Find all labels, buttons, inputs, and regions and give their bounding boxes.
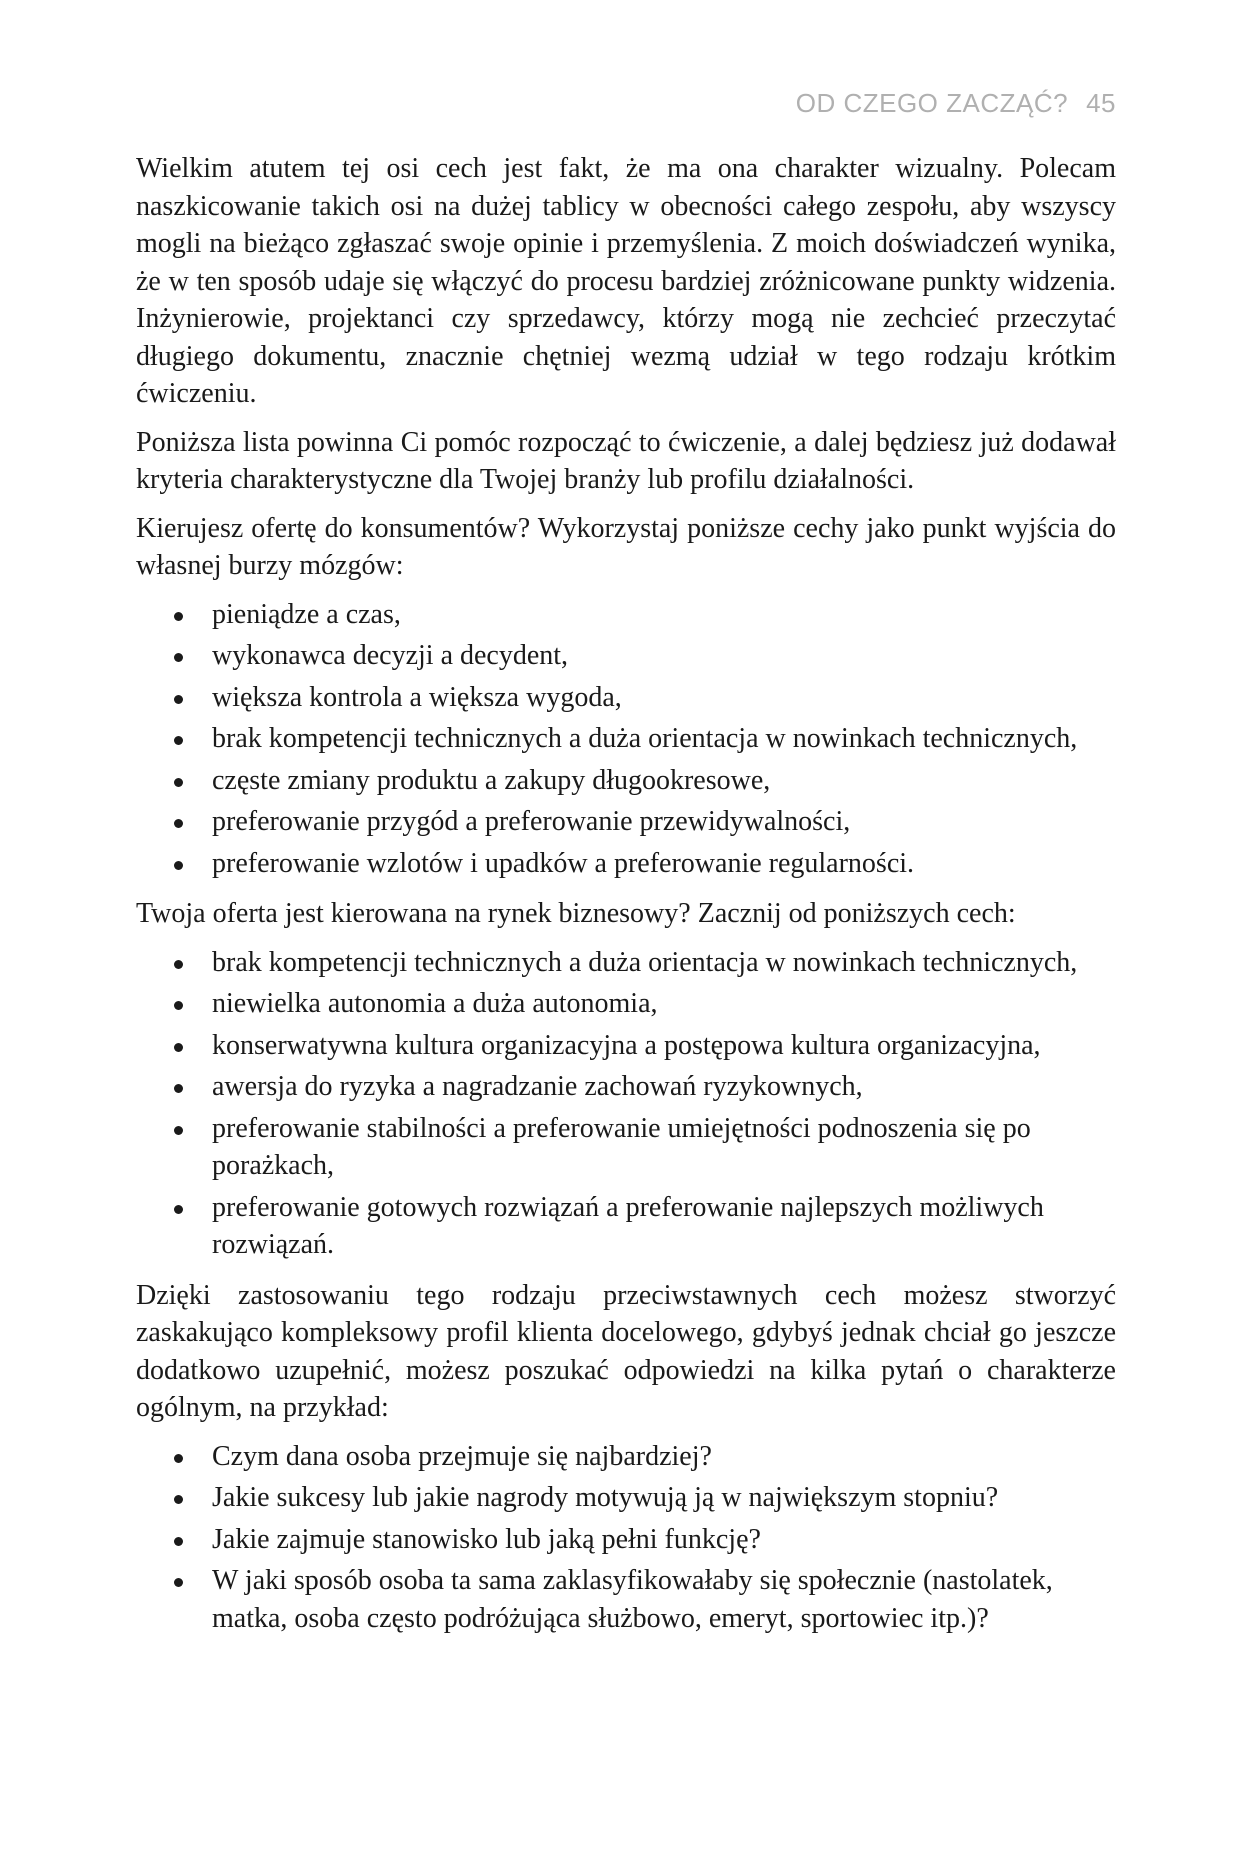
list-item: wykonawca decyzji a decydent, [136,637,1116,675]
questions-list [136,1438,1116,1638]
paragraph-consumers: Kierujesz ofertę do konsumentów? Wykorzystaj poniższe cechy jako punkt wyjścia do własnej burzy mózgów: [136,512,1116,581]
list-item: pieniądze a czas, [136,596,1116,634]
list-item: preferowanie gotowych rozwiązań a preferowanie najlepszych możliwych rozwiązań. [136,1189,1116,1264]
list-item: preferowanie wzlotów i upadków a preferowanie regularności. [136,845,1116,883]
list-item: brak kompetencji technicznych a duża orientacja w nowinkach technicznych, [136,720,1116,758]
running-title: OD CZEGO ZACZĄĆ? [795,88,1069,118]
paragraph-general-questions: Dzięki zastosowaniu tego rodzaju przeciwstawnych cech możesz stworzyć zaskakująco kompleksowy profil klienta docelowego, gdybyś jednak chciał go jeszcze dodatkowo uzupełnić, możesz poszukać odpowiedzi na kilka pytań o charakterze ogólnym, na przykład: [136,1279,1116,1423]
list-item: Jakie sukcesy lub jakie nagrody motywują ją w największym stopniu? [136,1479,1116,1517]
list-item: niewielka autonomia a duża autonomia, [136,985,1116,1023]
list-item: W jaki sposób osoba ta sama zaklasyfikowałaby się społecznie (nastolatek, matka, osoba często podróżująca służbowo, emeryt, sportowiec itp.)? [136,1562,1116,1637]
list-item: awersja do ryzyka a nagradzanie zachowań ryzykownych, [136,1068,1116,1106]
page-body [136,150,1116,1650]
list-item: konserwatywna kultura organizacyjna a postępowa kultura organizacyjna, [136,1027,1116,1065]
paragraph-business: Twoja oferta jest kierowana na rynek biznesowy? Zacznij od poniższych cech: [136,898,1016,929]
paragraph-visual-axis: Wielkim atutem tej osi cech jest fakt, że ma ona charakter wizualny. Polecam naszkicowanie takich osi na dużej tablicy w obecności całego zespołu, aby wszyscy mogli na bieżąco zgłaszać swoje opinie i przemyślenia. Z moich doświadczeń wynika, że w ten sposób udaje się włączyć do procesu bardziej zróżnicowane punkty widzenia. Inżynierowie, projektanci czy sprzedawcy, którzy mogą nie zechcieć przeczytać długiego dokumentu, znacznie chętniej wezmą udział w tego rodzaju krótkim ćwiczeniu. [136,153,1116,409]
running-header [796,88,1116,119]
list-item: większa kontrola a większa wygoda, [136,679,1116,717]
paragraph-list-intro: Poniższa lista powinna Ci pomóc rozpocząć to ćwiczenie, a dalej będziesz już dodawał kryteria charakterystyczne dla Twojej branży lub profilu działalności. [136,426,1116,495]
consumer-traits-list [136,596,1116,883]
list-item: częste zmiany produktu a zakupy długookresowe, [136,762,1116,800]
page-number: 45 [1086,88,1116,118]
list-item: preferowanie przygód a preferowanie przewidywalności, [136,803,1116,841]
list-item: brak kompetencji technicznych a duża orientacja w nowinkach technicznych, [136,944,1116,982]
business-traits-list [136,944,1116,1264]
list-item: Czym dana osoba przejmuje się najbardziej? [136,1438,1116,1476]
list-item: Jakie zajmuje stanowisko lub jaką pełni funkcję? [136,1521,1116,1559]
list-item: preferowanie stabilności a preferowanie umiejętności podnoszenia się po porażkach, [136,1110,1116,1185]
